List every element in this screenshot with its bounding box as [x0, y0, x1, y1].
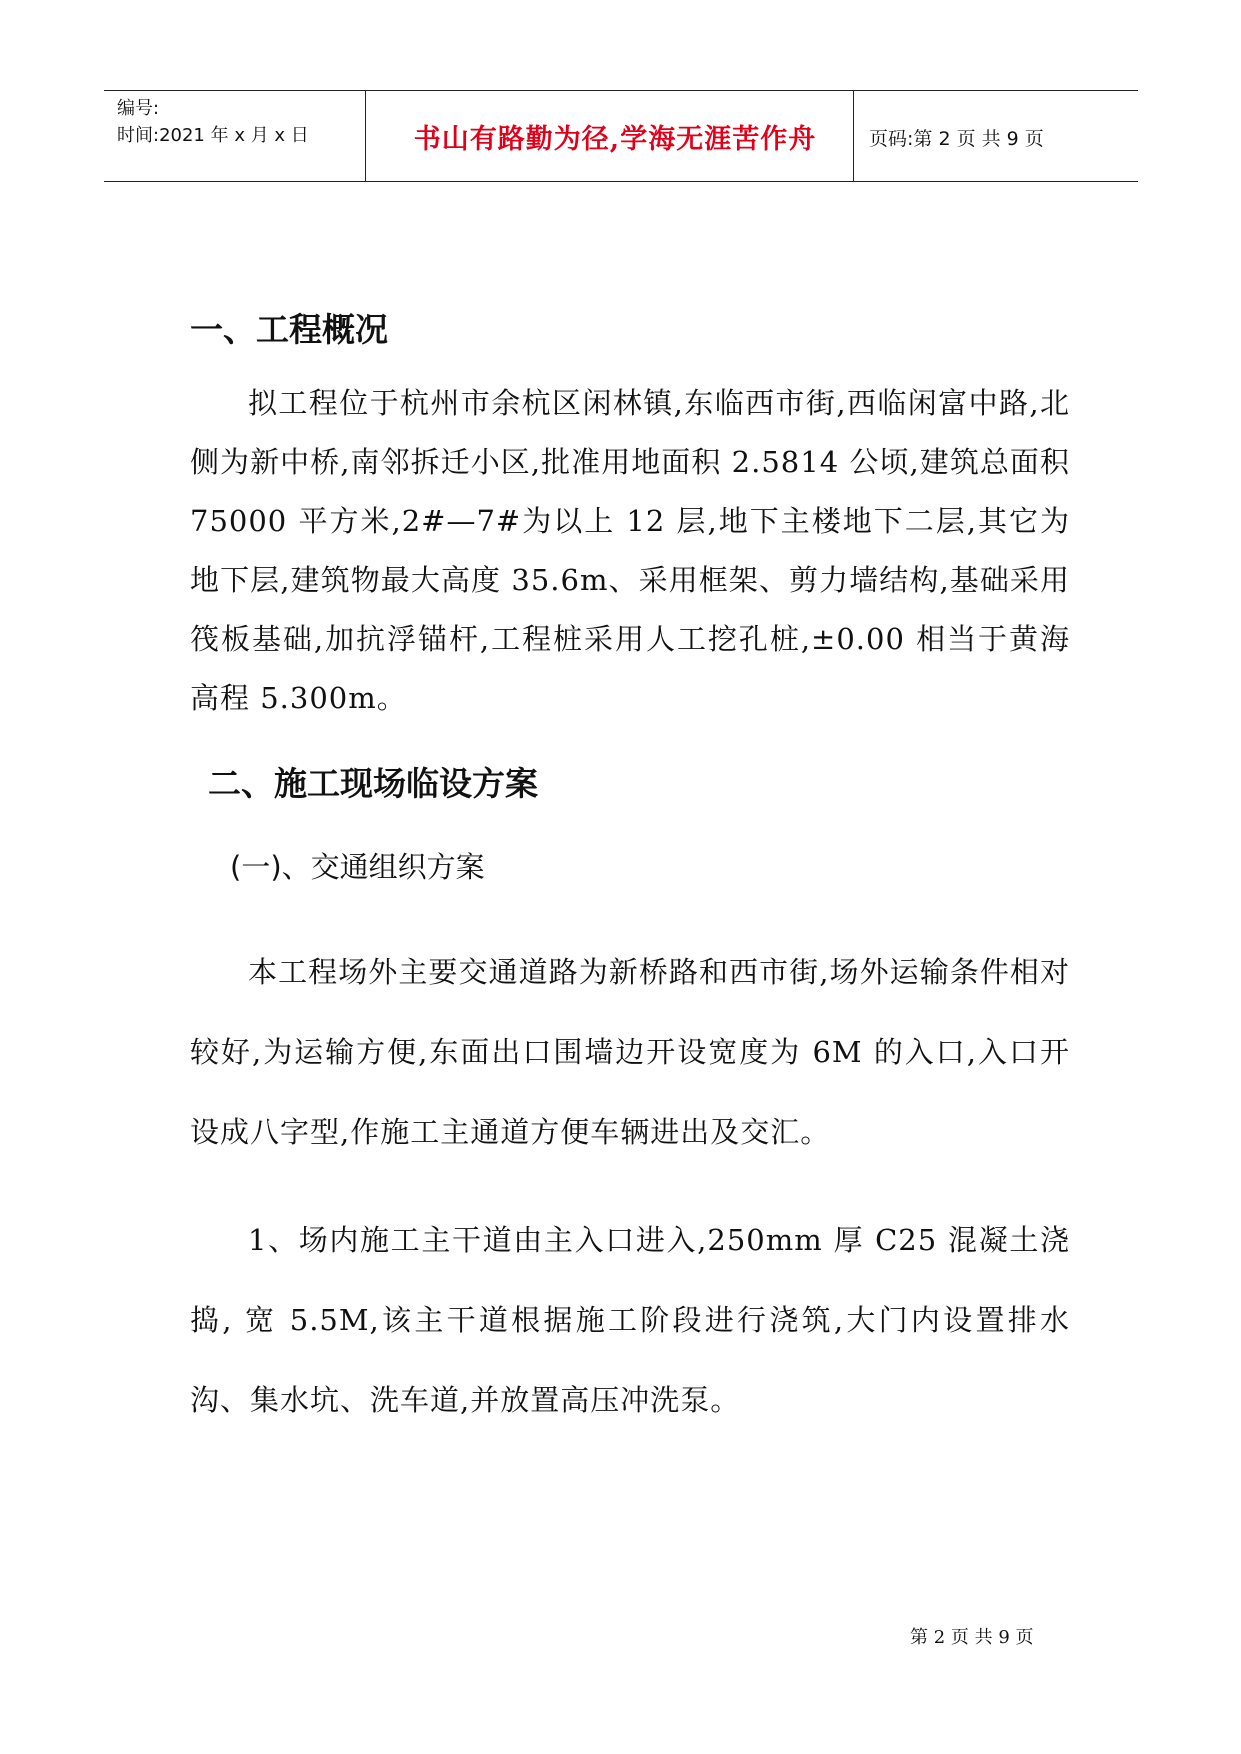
section-2-subtitle: (一)、交通组织方案	[230, 850, 485, 884]
header-top-rule	[104, 90, 1138, 91]
document-body	[190, 300, 1070, 1440]
header-motto: 书山有路勤为径,学海无涯苦作舟	[413, 124, 817, 155]
section-1-paragraph: 拟工程位于杭州市余杭区闲林镇,东临西市街,西临闲富中路,北侧为新中桥,南邻拆迁小区,批准用地面积 2.5814 公顷,建筑总面积 75000 平方米,2#—7#为以上 12 层,地下主楼地下二层,其它为地下层,建筑物最大高度 35.6m、采用框架、剪力墙结构,基础采用筏板基础,加抗浮锚杆,工程桩采用人工挖孔桩,±0.00 相当于黄海高程 5.300m。	[190, 386, 1070, 715]
header-meta	[117, 95, 309, 149]
header-divider-left	[365, 90, 366, 182]
header-page-label: 页码:第 2 页 共 9 页	[869, 128, 1044, 150]
document-number-label: 编号:	[117, 98, 160, 119]
section-2-paragraph-2: 1、场内施工主干道由主入口进入,250mm 厚 C25 混凝土浇捣, 宽 5.5M,该主干道根据施工阶段进行浇筑,大门内设置排水沟、集水坑、洗车道,并放置高压冲洗泵。	[190, 1223, 1070, 1417]
footer-page-number: 第 2 页 共 9 页	[910, 1627, 1034, 1648]
document-time-label: 时间:2021 年 x 月 x 日	[117, 125, 309, 146]
section-2-title: 二、施工现场临设方案	[208, 764, 538, 803]
header-bottom-rule	[104, 181, 1138, 182]
section-2-paragraph-1: 本工程场外主要交通道路为新桥路和西市街,场外运输条件相对较好,为运输方便,东面出口围墙边开设宽度为 6M 的入口,入口开设成八字型,作施工主通道方便车辆进出及交汇。	[190, 955, 1070, 1149]
section-1-title: 一、工程概况	[190, 310, 388, 349]
